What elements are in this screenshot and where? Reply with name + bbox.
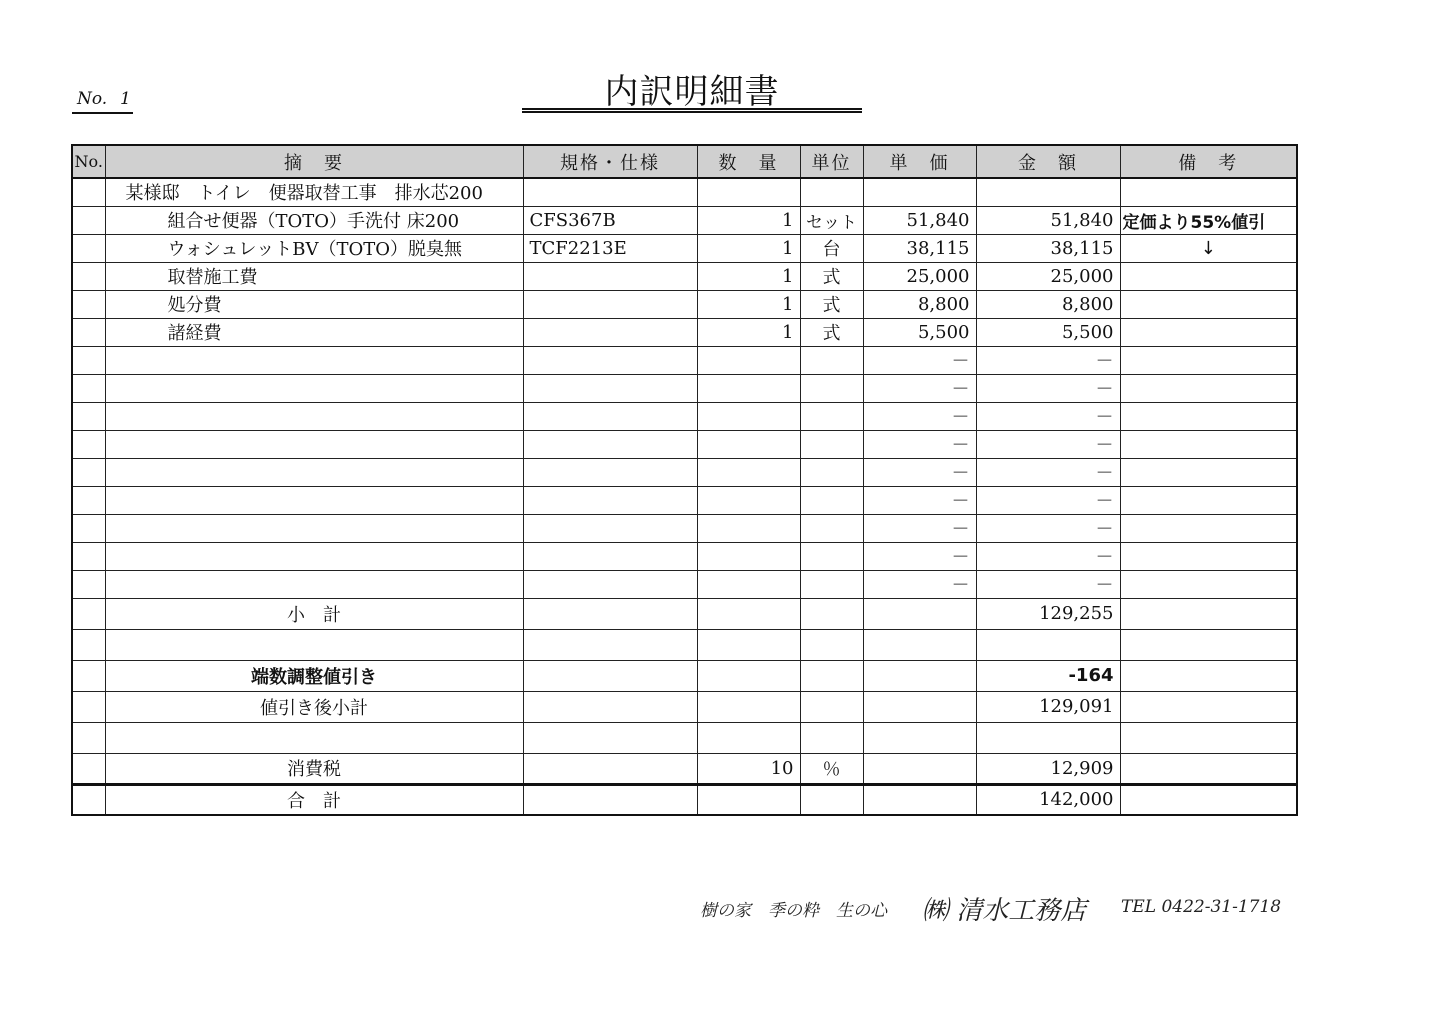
cell-no <box>72 722 105 753</box>
cell-no <box>72 660 105 691</box>
cell-spec <box>523 570 697 598</box>
table-row <box>72 542 1297 570</box>
cell-description: 処分費 <box>105 290 523 318</box>
cell-unit-price <box>863 753 976 784</box>
cell-unit <box>800 598 863 629</box>
cell-remark <box>1120 486 1297 514</box>
cell-spec <box>523 318 697 346</box>
cell-spec <box>523 346 697 374</box>
cell-spec <box>523 374 697 402</box>
cell-description: 取替施工費 <box>105 262 523 290</box>
cell-unit-price: － <box>863 458 976 486</box>
header-unit-price: 単 価 <box>863 145 976 178</box>
cell-description <box>105 486 523 514</box>
cell-unit-price <box>863 722 976 753</box>
cell-description <box>105 402 523 430</box>
blank-row <box>72 722 1297 753</box>
tax-row <box>72 753 1297 784</box>
cell-no <box>72 629 105 660</box>
table-row <box>72 514 1297 542</box>
cell-unit <box>800 374 863 402</box>
cell-unit <box>800 402 863 430</box>
tax-amount: 12,909 <box>976 753 1120 784</box>
cell-quantity: 1 <box>697 234 800 262</box>
cell-amount <box>976 722 1120 753</box>
rounding-discount-amount: -164 <box>976 660 1120 691</box>
cell-spec: CFS367B <box>523 206 697 234</box>
cell-unit-price: 5,500 <box>863 318 976 346</box>
cell-spec <box>523 660 697 691</box>
total-row <box>72 784 1297 815</box>
cell-unit-price: － <box>863 402 976 430</box>
cell-no <box>72 514 105 542</box>
cell-no <box>72 753 105 784</box>
cell-quantity <box>697 514 800 542</box>
cell-unit-price: － <box>863 346 976 374</box>
cell-unit: セット <box>800 206 863 234</box>
cell-amount: － <box>976 542 1120 570</box>
cell-remark <box>1120 629 1297 660</box>
cell-unit <box>800 570 863 598</box>
cell-quantity: 1 <box>697 318 800 346</box>
cell-quantity <box>697 660 800 691</box>
cell-remark <box>1120 542 1297 570</box>
cell-spec <box>523 514 697 542</box>
cell-unit <box>800 660 863 691</box>
cell-amount: － <box>976 430 1120 458</box>
cell-spec <box>523 402 697 430</box>
cell-unit-price: － <box>863 430 976 458</box>
cell-description <box>105 374 523 402</box>
table-row <box>72 430 1297 458</box>
cell-remark <box>1120 402 1297 430</box>
cell-spec <box>523 430 697 458</box>
cell-unit <box>800 458 863 486</box>
cell-no <box>72 374 105 402</box>
table-row <box>72 290 1297 318</box>
cell-spec <box>523 458 697 486</box>
cell-unit <box>800 430 863 458</box>
cell-quantity <box>697 598 800 629</box>
cell-quantity <box>697 430 800 458</box>
header-spec: 規格・仕様 <box>523 145 697 178</box>
cell-remark <box>1120 691 1297 722</box>
cell-description <box>105 346 523 374</box>
cell-amount: － <box>976 570 1120 598</box>
table-row <box>72 346 1297 374</box>
cell-description <box>105 458 523 486</box>
cell-no <box>72 178 105 206</box>
cell-amount: 51,840 <box>976 206 1120 234</box>
cell-spec <box>523 598 697 629</box>
cell-quantity <box>697 402 800 430</box>
cell-remark <box>1120 374 1297 402</box>
cell-no <box>72 206 105 234</box>
cell-no <box>72 542 105 570</box>
cell-amount: 8,800 <box>976 290 1120 318</box>
table-row <box>72 486 1297 514</box>
cell-spec <box>523 629 697 660</box>
cell-description <box>105 570 523 598</box>
cell-amount: 5,500 <box>976 318 1120 346</box>
company-phone: TEL 0422-31-1718 <box>1121 897 1282 917</box>
rounding-discount-label: 端数調整値引き <box>105 660 523 691</box>
cell-spec <box>523 753 697 784</box>
cell-quantity <box>697 629 800 660</box>
cell-amount: － <box>976 374 1120 402</box>
cell-description: 某様邸 トイレ 便器取替工事 排水芯200 <box>105 178 523 206</box>
table-row <box>72 570 1297 598</box>
cell-quantity <box>697 691 800 722</box>
cell-unit-price: 51,840 <box>863 206 976 234</box>
cell-quantity <box>697 346 800 374</box>
cell-quantity: 1 <box>697 290 800 318</box>
document-number-value: 1 <box>120 89 131 109</box>
cell-no <box>72 290 105 318</box>
header-remarks: 備 考 <box>1120 145 1297 178</box>
down-arrow-icon: ↓ <box>1120 234 1297 262</box>
cell-quantity <box>697 722 800 753</box>
cell-unit-price <box>863 784 976 815</box>
total-amount: 142,000 <box>976 784 1120 815</box>
header-no: No. <box>72 145 105 178</box>
cell-unit-price: 38,115 <box>863 234 976 262</box>
cell-unit: 式 <box>800 290 863 318</box>
cell-amount: 25,000 <box>976 262 1120 290</box>
table-row <box>72 206 1297 234</box>
cell-description: ウォシュレットBV（TOTO）脱臭無 <box>105 234 523 262</box>
cell-quantity: 1 <box>697 262 800 290</box>
cell-spec <box>523 262 697 290</box>
cell-unit <box>800 486 863 514</box>
cell-unit <box>800 691 863 722</box>
cell-unit <box>800 178 863 206</box>
after-discount-row <box>72 691 1297 722</box>
cell-no <box>72 430 105 458</box>
cell-unit-price: － <box>863 374 976 402</box>
cell-description <box>105 722 523 753</box>
tax-rate: 10 <box>697 753 800 784</box>
tax-unit: ％ <box>800 753 863 784</box>
cell-quantity <box>697 486 800 514</box>
cell-remark <box>1120 430 1297 458</box>
cell-no <box>72 262 105 290</box>
cell-amount: － <box>976 346 1120 374</box>
cell-quantity <box>697 570 800 598</box>
cell-no <box>72 486 105 514</box>
document-number-label: No. <box>77 89 108 109</box>
cell-remark <box>1120 784 1297 815</box>
table-row <box>72 458 1297 486</box>
cell-unit-price <box>863 598 976 629</box>
table-row <box>72 178 1297 206</box>
subtotal-label: 小 計 <box>105 598 523 629</box>
cell-spec: TCF2213E <box>523 234 697 262</box>
cell-amount: － <box>976 402 1120 430</box>
cell-remark <box>1120 722 1297 753</box>
cell-remark <box>1120 753 1297 784</box>
cell-amount <box>976 629 1120 660</box>
cell-unit: 式 <box>800 318 863 346</box>
page-title: 内訳明細書 <box>604 72 780 112</box>
cell-no <box>72 318 105 346</box>
cell-unit <box>800 722 863 753</box>
cell-no <box>72 784 105 815</box>
cell-unit-price <box>863 178 976 206</box>
cell-description: 諸経費 <box>105 318 523 346</box>
cell-no <box>72 598 105 629</box>
cell-remark: 定価より55%値引 <box>1120 206 1297 234</box>
cell-unit-price: 8,800 <box>863 290 976 318</box>
cell-spec <box>523 290 697 318</box>
cell-amount: － <box>976 514 1120 542</box>
cell-remark <box>1120 514 1297 542</box>
rounding-discount-row <box>72 660 1297 691</box>
cell-unit: 式 <box>800 262 863 290</box>
table-row <box>72 234 1297 262</box>
cell-unit: 台 <box>800 234 863 262</box>
cell-amount: 38,115 <box>976 234 1120 262</box>
cell-unit <box>800 346 863 374</box>
cell-description <box>105 629 523 660</box>
cell-unit-price <box>863 691 976 722</box>
table-row <box>72 374 1297 402</box>
table-row <box>72 402 1297 430</box>
cell-unit <box>800 514 863 542</box>
cell-remark <box>1120 660 1297 691</box>
cell-spec <box>523 486 697 514</box>
document-number <box>72 86 133 114</box>
cell-unit-price <box>863 629 976 660</box>
cell-unit <box>800 629 863 660</box>
cell-description <box>105 542 523 570</box>
cell-unit-price: － <box>863 514 976 542</box>
cell-quantity <box>697 374 800 402</box>
cell-unit <box>800 784 863 815</box>
cell-spec <box>523 722 697 753</box>
cell-unit-price: － <box>863 570 976 598</box>
cell-description <box>105 514 523 542</box>
cell-unit-price: 25,000 <box>863 262 976 290</box>
cell-no <box>72 458 105 486</box>
cell-remark <box>1120 262 1297 290</box>
after-discount-label: 値引き後小計 <box>105 691 523 722</box>
cell-no <box>72 346 105 374</box>
cell-spec <box>523 691 697 722</box>
company-name: ㈱ 清水工務店 <box>922 896 1087 926</box>
subtotal-amount: 129,255 <box>976 598 1120 629</box>
cell-unit-price <box>863 660 976 691</box>
company-motto: 樹の家 季の粋 生の心 <box>700 901 887 921</box>
cell-spec <box>523 178 697 206</box>
cell-quantity <box>697 542 800 570</box>
cell-remark <box>1120 178 1297 206</box>
header-quantity: 数 量 <box>697 145 800 178</box>
cell-remark <box>1120 570 1297 598</box>
title-double-underline <box>522 108 862 113</box>
cell-quantity <box>697 178 800 206</box>
blank-row <box>72 629 1297 660</box>
cell-remark <box>1120 458 1297 486</box>
cell-spec <box>523 542 697 570</box>
table-row <box>72 318 1297 346</box>
cell-unit <box>800 542 863 570</box>
cell-amount: － <box>976 486 1120 514</box>
cell-description <box>105 430 523 458</box>
header-unit: 単位 <box>800 145 863 178</box>
cell-amount <box>976 178 1120 206</box>
header-description: 摘 要 <box>105 145 523 178</box>
cell-quantity <box>697 784 800 815</box>
cell-no <box>72 691 105 722</box>
cell-spec <box>523 784 697 815</box>
cell-description: 組合せ便器（TOTO）手洗付 床200 <box>105 206 523 234</box>
detail-table <box>71 144 1298 816</box>
after-discount-amount: 129,091 <box>976 691 1120 722</box>
cell-remark <box>1120 346 1297 374</box>
cell-unit-price: － <box>863 542 976 570</box>
cell-quantity: 1 <box>697 206 800 234</box>
subtotal-row <box>72 598 1297 629</box>
table-row <box>72 262 1297 290</box>
cell-unit-price: － <box>863 486 976 514</box>
table-header-row <box>72 145 1297 178</box>
header-amount: 金 額 <box>976 145 1120 178</box>
cell-no <box>72 234 105 262</box>
cell-remark <box>1120 318 1297 346</box>
total-label: 合 計 <box>105 784 523 815</box>
cell-remark <box>1120 598 1297 629</box>
cell-no <box>72 402 105 430</box>
cell-amount: － <box>976 458 1120 486</box>
cell-quantity <box>697 458 800 486</box>
cell-remark <box>1120 290 1297 318</box>
cell-no <box>72 570 105 598</box>
tax-label: 消費税 <box>105 753 523 784</box>
